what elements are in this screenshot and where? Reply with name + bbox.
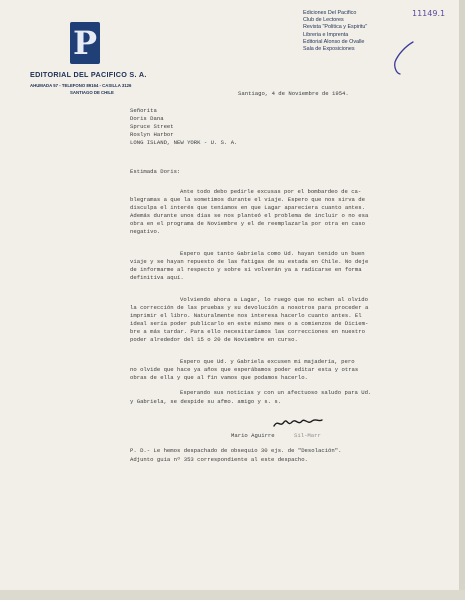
body-line: Esperando sus noticias y con un afectuoso saludo para Ud. [180,389,372,396]
body-line: disculpa el interés que teníamos en que Lagar apareciera cuanto antes. [130,204,365,211]
company-city: SANTIAGO DE CHILE [70,90,114,95]
body-line: obra en el programa de Noviembre y el de reemplazarla por otra en caso [130,220,365,227]
publisher-logo [70,22,100,64]
division-item: Ediciones Del Pacifico [303,10,357,16]
body-line: negativo. [130,228,161,235]
signature-suffix: Sil-Marr [294,432,321,439]
company-block [30,70,170,95]
body-line: viaje y se hayan repuesto de las fatigas de su estada en Chile. No deje [130,258,369,265]
recipient-line: Señorita [130,107,157,114]
recipient-line: Roslyn Harbor [130,131,174,138]
postscript-line: Adjunto guía nº 353 correspondiente al este despacho. [130,456,308,463]
body-line: imprimir el libro. Naturalmente nos interesa hacerlo cuanto antes. El [130,312,362,319]
body-line: obras de ella y que al fin vamos que podamos hacerlo. [130,374,308,381]
body-line: poder alrededor del 15 o 20 de Noviembre en curso. [130,336,298,343]
pencil-check-mark [392,40,416,76]
archive-number: 11149.1 [412,9,446,18]
body-line: Ante todo debo pedirle excusas por el bombardeo de ca- [180,188,362,195]
division-item: Sala de Exposiciones [303,46,355,53]
division-item: Revista "Politica y Espiritu" [303,24,368,31]
salutation: Estimada Doris: [130,168,181,175]
body-line: y Gabriela, se despide su afmo. amigo y s. s. [130,398,282,405]
recipient-line: LONG ISLAND, NEW YORK - U. S. A. [130,139,238,146]
body-line: no olvide que hace ya años que esperábamos poder editar esta y otras [130,366,359,373]
division-item: Editorial Alonso de Ovalle [303,38,365,45]
postscript-line: P. D.- Le hemos despachado de obsequio 30 ejs. de "Desolación". [130,447,342,454]
division-item: Club de Lectores [303,17,344,24]
body-line: Además durante unos días se nos planteó el problema de incluir o no esa [130,212,369,219]
handwritten-signature [272,416,324,432]
body-line: ideal sería poder publicarlo en este mismo mes o a comienzos de Diciem- [130,320,369,327]
body-line: bre a más tardar. Para ello necesitaríamos las correcciones en nuestro [130,328,365,335]
body-line: blegramas a que la sometimos durante el viaje. Espero que nos sirva de [130,196,365,203]
division-item: Libreria e Imprenta [303,31,349,38]
company-name: EDITORIAL DEL PACIFICO S. A. [30,70,147,79]
body-line: la corrección de las pruebas y su devolución a nosotros para proceder a [130,304,369,311]
body-line: Espero que Ud. y Gabriela excusen mi majadería, pero [180,358,355,365]
page-bottom-edge [0,590,465,600]
letter-date: Santiago, 4 de Noviembre de 1954. [238,90,349,97]
body-line: de informarme al respecto y sobre si volverán ya a radicarse en forma [130,266,362,273]
signature-name: Mario Aguirre [231,432,275,439]
company-address: AHUMADA 57 - TELEFONO 89164 - CASILLA 3126 [30,83,132,88]
recipient-line: Spruce Street [130,123,174,130]
logo-letter: P [72,24,98,62]
body-line: Espero que tanto Gabriela como Ud. hayan tenido un buen [180,250,365,257]
recipient-line: Doris Dana [130,115,164,122]
page-edge-shadow [459,0,465,600]
body-line: Volviendo ahora a Lagar, lo ruego que no echen al olvido [180,296,368,303]
body-line: definitiva aquí. [130,274,184,281]
